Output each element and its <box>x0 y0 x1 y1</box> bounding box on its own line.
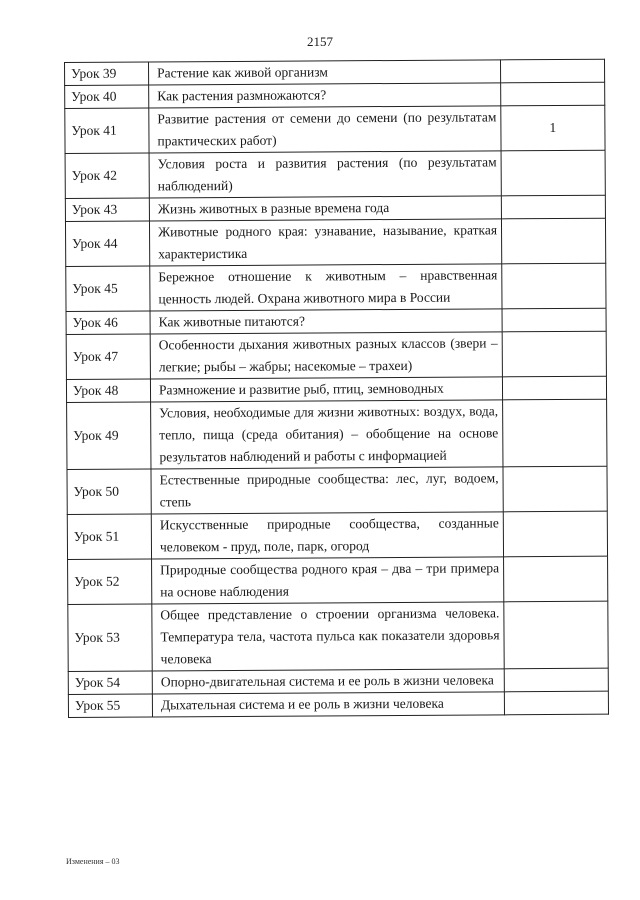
footer-revision: Изменения – 03 <box>66 857 120 866</box>
lesson-topic: Общее представление о строении организма человека. Температура тела, частота пульса как показатели здоровья человека <box>152 602 504 671</box>
lesson-topic: Как животные питаются? <box>150 309 502 334</box>
lesson-topic: Природные сообщества родного края – два – три примера на основе наблюдения <box>152 557 504 604</box>
lesson-topic: Как растения размножаются? <box>149 83 501 108</box>
lesson-number: Урок 48 <box>66 379 150 403</box>
lesson-topic: Жизнь животных в разные времена года <box>149 196 501 221</box>
lesson-hours <box>501 195 605 219</box>
table-row <box>66 331 606 379</box>
lesson-number: Урок 41 <box>65 108 149 154</box>
table-row <box>65 82 605 108</box>
table-row <box>65 195 605 221</box>
table-row <box>68 556 608 604</box>
lesson-hours <box>503 511 607 557</box>
table-row <box>65 105 605 153</box>
lesson-hours <box>500 59 604 83</box>
lesson-hours <box>502 308 606 332</box>
lesson-topic: Условия роста и развития растения (по результатам наблюдений) <box>149 151 501 198</box>
lesson-topic: Условия, необходимые для жизни животных: воздух, вода, тепло, пища (среда обитания) – обобщение на основе результатов наблюдений и работы с информацией <box>151 400 503 469</box>
lesson-number: Урок 40 <box>65 85 149 109</box>
lesson-table <box>64 59 609 718</box>
lesson-number: Урок 54 <box>68 671 152 695</box>
lesson-number: Урок 39 <box>65 62 149 86</box>
lesson-topic: Искусственные природные сообщества, созданные человеком - пруд, поле, парк, огород <box>151 512 503 559</box>
lesson-hours: 1 <box>501 105 605 151</box>
table-row <box>68 601 608 671</box>
lesson-number: Урок 50 <box>67 469 151 515</box>
lesson-number: Урок 55 <box>68 694 152 718</box>
table-row <box>67 466 607 514</box>
lesson-hours <box>504 601 608 669</box>
lesson-hours <box>504 668 608 692</box>
lesson-number: Урок 52 <box>68 559 152 605</box>
table-row <box>68 691 608 717</box>
lesson-number: Урок 49 <box>67 402 151 470</box>
lesson-hours <box>501 150 605 196</box>
lesson-topic: Животные родного края: узнавание, называние, краткая характеристика <box>149 219 501 266</box>
lesson-number: Урок 47 <box>66 334 150 380</box>
table-row <box>65 218 605 266</box>
lesson-hours <box>503 399 607 467</box>
lesson-hours <box>503 466 607 512</box>
lesson-topic: Бережное отношение к животным – нравственная ценность людей. Охрана животного мира в России <box>150 264 502 311</box>
lesson-hours <box>504 691 608 715</box>
lesson-topic: Естественные природные сообщества: лес, луг, водоем, степь <box>151 467 503 514</box>
lesson-hours <box>501 82 605 106</box>
table-row <box>66 263 606 311</box>
lesson-number: Урок 51 <box>67 514 151 560</box>
table-row <box>67 511 607 559</box>
lesson-hours <box>502 263 606 309</box>
lesson-number: Урок 43 <box>65 198 149 222</box>
lesson-number: Урок 53 <box>68 604 152 672</box>
table-row <box>65 59 605 85</box>
lesson-hours <box>504 556 608 602</box>
lesson-topic: Растение как живой организм <box>149 60 501 85</box>
lesson-topic: Опорно-двигательная система и ее роль в жизни человека <box>152 669 504 694</box>
table-row <box>66 376 606 402</box>
lesson-hours <box>502 331 606 377</box>
lesson-hours <box>502 376 606 400</box>
lesson-topic: Развитие растения от семени до семени (по результатам практических работ) <box>149 106 501 153</box>
lesson-topic: Размножение и развитие рыб, птиц, земноводных <box>150 377 502 402</box>
lesson-number: Урок 42 <box>65 153 149 199</box>
table-row <box>66 308 606 334</box>
lesson-topic: Дыхательная система и ее роль в жизни человека <box>152 692 504 717</box>
lesson-number: Урок 46 <box>66 311 150 335</box>
table-row <box>65 150 605 198</box>
table-row <box>68 668 608 694</box>
lesson-number: Урок 45 <box>66 266 150 312</box>
page-number: 2157 <box>307 34 333 49</box>
lesson-hours <box>501 218 605 264</box>
lesson-number: Урок 44 <box>65 221 149 267</box>
lesson-topic: Особенности дыхания животных разных классов (звери – легкие; рыбы – жабры; насекомые – трахеи) <box>150 332 502 379</box>
table-row <box>67 399 607 469</box>
